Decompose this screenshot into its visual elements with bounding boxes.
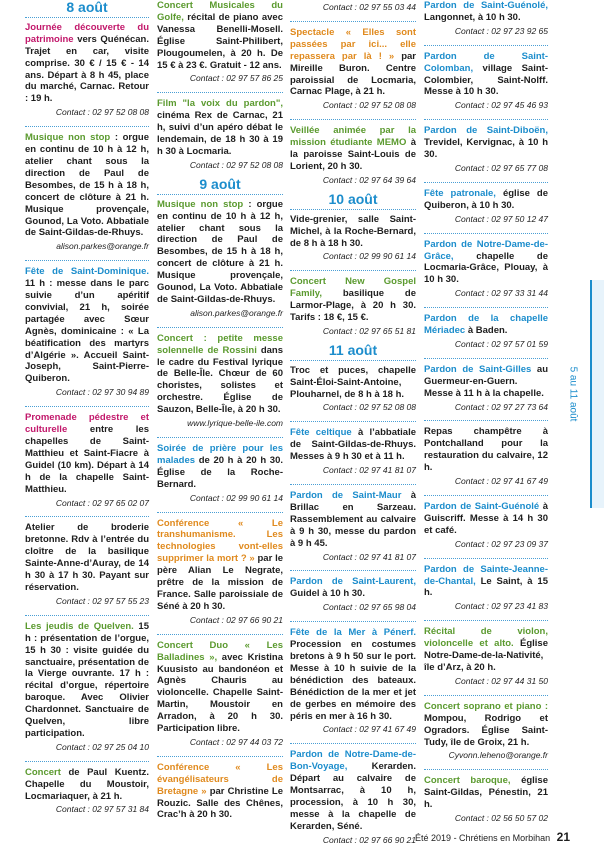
divider [25,516,149,517]
event-contact: Contact : 02 97 45 46 93 [454,100,548,111]
side-tab-label: 5 au 11 août [567,366,579,422]
event-contact: Contact : 02 97 41 67 49 [454,476,548,487]
event-title: Promenade pédestre et culturelle [25,412,149,436]
event-contact: Contact : 02 97 44 03 72 [189,736,283,747]
event-description: chapelle de Locmaria-Grâce, Plouay, à 10 h 30. [424,250,548,286]
divider [424,495,548,496]
event-description: entre les chapelles de Saint-Matthieu et Saint-Fiacre à Guidel (10 km). Départ à 14 h de la chapelle Saint-Matthieu. [25,424,149,495]
event-title: Spectacle « Elles sont passées par ici... elle repassera par là ! » [290,26,416,62]
event-description: par le père Alian Le Negrate, prêtre de la mission de France. Salle paroissiale de Séné à 20 h 30. [157,553,283,612]
event-entry [157,98,283,171]
event-description: à Brillac en Sarzeau. Rassemblement au calvaire à 9 h 30, messe du pardon à 9 h 45. [290,490,416,549]
event-contact: Contact : 02 97 66 90 21 [322,834,416,845]
event-title: Journée découverte du patrimoine [25,21,149,45]
event-contact: Contact : 02 97 57 01 59 [454,338,548,349]
day-heading: 11 août [290,345,416,361]
event-description: à Guiscriff. Messe à 14 h 30 et café. [424,501,548,536]
event-title: Pardon de Saint-Gilles [424,363,532,375]
event-title: Concert soprano et piano : [424,700,548,712]
event-contact: Contact : 02 97 23 09 37 [454,538,548,549]
event-contact: Contact : 02 97 41 81 07 [322,551,416,562]
column-4 [424,0,548,832]
event-description: Le Saint, à 15 h. [424,575,548,599]
event-entry [290,125,416,187]
divider [290,621,416,622]
footer-publication: Été 2019 - Chrétiens en Morbihan [415,833,551,843]
event-title: Pardon de Saint-Diboën, [424,125,548,137]
event-entry [25,767,149,817]
event-contact: alison.parkes@orange.fr [190,307,283,318]
event-description: de 20 h à 20 h 30. Église de la Roche-Bernard. [157,454,283,490]
event-entry [157,0,283,85]
event-title: Fête de la Mer à Pénerf. [290,627,416,639]
event-title: Pardon de Notre-Dame-de-Grâce, [424,238,548,262]
event-title: Pardon de Saint-Guénolé [424,501,540,512]
divider [424,358,548,359]
event-description: de Paul Kuentz. Chapelle du Moustoir, Locmariaquer, à 21 h. [25,766,149,802]
event-description: Guidel à 10 h 30. [290,588,365,600]
event-title: Récital de violon, violoncelle et alto. [424,626,548,650]
event-title: Concert baroque, [424,775,511,787]
event-description: à la paroisse Saint-Louis de Lorient, 20 h 30. [290,137,416,172]
event-title: Fête patronale, [424,187,496,199]
event-contact: Contact : 02 97 30 94 89 [55,387,149,398]
divider [290,21,416,22]
event-title: Concert New Gospel Family, [290,276,416,300]
event-title: Pardon de Sainte-Jeanne-de-Chantal, [424,563,548,587]
event-title: Vide-grenier, [290,213,348,225]
event-description: chapelle Saint-Éloi-Saint-Antoine, Plouharnel, de 8 h à 18 h. [290,364,416,400]
event-entry [290,2,416,14]
divider [424,182,548,183]
event-description: Mompou, Rodrigo et Ogradors. Église Saint-Tudy, île de Groix, 21 h. [424,712,548,748]
event-contact: Contact : 02 97 25 04 10 [55,741,149,752]
event-description: vers Quénécan. Trajet en car, visite comprise. 30 € / 15 € - 14 ans. Départ à 8 h 45, place du marché, Carnac. Retour : 19 h. [25,33,149,105]
event-contact: Contact : 02 97 23 92 65 [454,25,548,36]
event-entry [424,125,548,175]
event-entry [424,313,548,351]
event-contact: Contact : 02 97 50 12 47 [454,213,548,224]
divider [290,570,416,571]
event-entry [25,522,149,607]
divider [157,634,283,635]
divider [290,270,416,271]
event-title: Pardon de Notre-Dame-de-Bon-Voyage, [290,749,416,773]
divider [290,421,416,422]
event-title: Musique non stop [25,132,111,144]
event-description: Rdv à l’entrée du cloître de la basilique Sainte-Anne-d’Auray, de 14 h 30 à 17 h 30. Payant sur réservation. [25,534,149,593]
event-contact: Contact : 02 97 52 08 08 [322,100,416,111]
event-contact: Contact : 02 97 52 08 08 [322,402,416,413]
event-contact: Contact : 02 97 66 90 21 [189,614,283,625]
divider [25,615,149,616]
event-title: Veillée animée par la mission étudiante MEMO [290,125,416,149]
side-tab [590,280,604,508]
event-contact: Contact : 02 97 55 03 44 [322,2,416,12]
event-entry [290,576,416,614]
column-2 [157,0,283,828]
event-description: au Guermeur-en-Guern. Messe à 11 h à la chapelle. [424,363,548,399]
column-1 [25,0,149,823]
event-entry [157,333,283,430]
divider [424,420,548,421]
event-contact: Contact : 02 97 57 86 25 [189,73,283,84]
event-contact: Cyvonn.leheno@orange.fr [448,750,548,761]
event-description: basilique de Larmor-Plage, à 20 h 30. Tarifs : 18 €, 15 €. [290,288,416,324]
event-description: Procession en costumes bretons à 9 h 50 sur le port. Messe à 10 h suivie de la bénédiction des bateaux. Bénédiction de la mer et jet de gerbes en mémoire des péris en mer à 16 h 30. [290,639,416,722]
event-description: : orgue en continu de 10 h à 12 h, atelier chant sous la direction de Paul de Besombes, de 15 h à 18 h, concert de clôture à 21 h. Musique provençale, Gounod, La Voto. Abbatiale de Saint-Gildas-de-Rhuys. [157,198,283,305]
day-heading: 10 août [290,194,416,210]
event-description: dans le cadre du Festival lyrique de Belle-Île. Chœur de 60 choristes, solistes et orchestre. Église de Sauzon, Belle-Île, à 20 h 30. [157,344,284,416]
event-entry [424,364,548,414]
event-title: Pardon de Saint-Guénolé, [424,0,548,11]
event-entry [25,412,149,509]
divider [424,45,548,46]
divider [157,92,283,93]
event-contact: Contact : 02 99 90 61 14 [189,492,283,503]
event-contact: Contact : 02 97 52 08 08 [189,159,283,170]
event-contact: Contact : 02 97 64 39 64 [322,174,416,185]
divider [424,769,548,770]
divider [157,756,283,757]
column-3 [290,0,416,854]
event-entry [290,276,416,338]
event-description: salle Saint-Michel, à la Roche-Bernard, de 8 h à 18 h 30. [290,213,416,249]
event-title: Musique non stop [157,198,244,210]
divider [424,119,548,120]
event-description: : orgue en continu de 10 h à 12 h, atelier chant sous la direction de Paul de Besombes, de 15 h à 18 h, concert de clôture à 21 h. Musique provençale, Gounod, La Voto. Abbatiale de Saint-Gildas-de-Rhuys. [25,132,149,239]
event-entry [424,51,548,113]
event-entry [424,239,548,301]
event-description: à Pontchalland pour la restauration du calvaire, 12 h. [424,426,548,474]
event-description: Trevidel, Kervignac, à 10 h 30. [424,137,548,161]
event-description: avec Kristina Kuusisto au bandonéon et Agnès Chauris au violoncelle. Chapelle Saint-Martin, Moustoir en Arradon, à 20 h 30. Participation libre. [157,651,283,735]
event-title: Fête celtique [290,427,352,439]
event-entry [424,188,548,226]
event-entry [424,701,548,763]
event-contact: Contact : 02 97 65 98 04 [322,602,416,613]
event-contact: Contact : 02 97 44 31 50 [454,675,548,686]
event-contact: Contact : 02 97 57 55 23 [55,595,149,606]
event-entry [424,426,548,488]
event-contact: Contact : 02 97 41 67 49 [322,724,416,735]
event-contact: Contact : 02 99 90 61 14 [322,251,416,262]
event-description: cinéma Rex de Carnac, 21 h, suivi d’un apéro débat le lendemain, de 18 h 30 à 19 h 30 à Locmaria. [157,110,283,157]
event-description: 15 h : présentation de l’orgue, 15 h 30 : visite guidée du sanctuaire, présentation de la Vierge ouvrante. 17 h : récital d’orgue, répertoire baroque. Avec Olivier Chardonnet. Sanctuaire de Quelven, libre participation. [25,620,149,739]
event-entry [157,443,283,505]
divider [290,484,416,485]
event-entry [157,640,283,749]
event-description: récital de piano avec Vanessa Benelli-Mosell. Église Saint-Philibert, Plougoumelen, à 20 h. De 15 € à 23 €. Gratuit - 12 ans. [157,11,283,71]
event-contact: Contact : 02 97 23 41 83 [454,601,548,612]
event-entry [25,22,149,119]
event-title: Concert Musicales du Golfe, [157,0,283,23]
event-title: Conférence « Les évangélisateurs de Bretagne » [157,761,283,797]
event-title: Concert : petite messe solennelle de Rossini [157,332,283,356]
event-title: Pardon de la chapelle Mériadec [424,313,548,337]
event-contact: Contact : 02 97 65 02 07 [55,497,149,508]
event-entry [424,626,548,688]
day-heading: 8 août [25,2,149,18]
event-entry [290,214,416,264]
event-contact: Contact : 02 97 57 31 84 [55,804,149,815]
event-description: à Baden. [465,325,508,337]
event-entry [157,199,283,320]
event-entry [290,427,416,477]
event-title: Pardon de Saint-Laurent, [290,576,416,588]
divider [290,119,416,120]
event-contact: Contact : 02 97 65 77 08 [454,162,548,173]
event-title: Repas champêtre [424,426,522,438]
event-title: Concert Duo « Les Balladines », [157,639,283,663]
event-contact: www.lyrique-belle-ile.com [187,418,283,429]
event-contact: Contact : 02 97 52 08 08 [55,107,149,118]
page-number: 21 [556,830,570,844]
event-title: Pardon de Saint-Colomban, [424,50,548,74]
event-entry [25,266,149,399]
page-footer [415,830,570,844]
event-description: Langonnet, à 10 h 30. [424,11,521,23]
event-entry [25,132,149,253]
event-description: Kerarden. Départ au calvaire de Montsarrac, à 10 h, procession, à 10 h 30, messe à la chapelle de Kerarden, Séné. [290,761,416,832]
event-description: à l’abbatiale de Saint-Gildas-de-Rhuys. Messes à 9 h 30 et à 11 h. [290,427,416,463]
event-title: Concert [25,766,61,778]
event-entry [424,775,548,825]
event-title: Pardon de Saint-Maur [290,490,402,501]
divider [290,743,416,744]
event-title: Film "la voix du pardon", [157,98,283,110]
day-heading: 9 août [157,179,283,195]
event-title: Atelier de broderie bretonne. [25,522,149,546]
event-entry [157,762,283,822]
event-contact: Contact : 02 97 65 51 81 [322,325,416,336]
event-description: Église Notre-Dame-de-la-Nativité, île d’Arz, à 20 h. [424,638,548,673]
event-entry [424,501,548,551]
divider [424,558,548,559]
event-entry [290,749,416,846]
event-entry [290,627,416,736]
divider [424,695,548,696]
event-entry [424,0,548,38]
event-contact: alison.parkes@orange.fr [56,241,149,252]
divider [157,437,283,438]
event-entry [25,621,149,754]
event-title: Soirée de prière pour les malades [157,443,283,466]
divider [25,126,149,127]
divider [157,327,283,328]
event-description: église Saint-Gildas, Pénestin, 21 h. [424,775,549,811]
event-entry [290,490,416,563]
event-description: église de Quiberon, à 10 h 30. [424,187,548,211]
divider [25,406,149,407]
event-entry [290,27,416,112]
event-description: par Mireille Buron. Centre paroissial de Locmaria, Carnac Plage, à 21 h. [290,50,416,98]
event-entry [424,564,548,614]
event-contact: Contact : 02 97 41 81 07 [322,465,416,476]
event-contact: Contact : 02 97 33 31 44 [454,288,548,299]
divider [25,761,149,762]
divider [25,260,149,261]
event-entry [157,518,283,627]
event-contact: Contact : 02 97 27 73 64 [454,401,548,412]
event-description: 11 h : messe dans le parc suivie d’un apéritif convivial, 21 h, soirée partagée avec Sœur Agnès, dominicaine : « La béatification des martyrs d’Algérie ». Accueil Saint-Joseph, Saint-Pierre-Quiberon. [25,278,149,385]
divider [157,512,283,513]
divider [424,307,548,308]
event-title: Les jeudis de Quelven. [25,620,134,632]
event-title: Troc et puces, [290,364,369,376]
event-entry [290,365,416,415]
event-description: par Christine Le Rouzic. Salle des Chênes, Crac’h à 20 h 30. [157,785,283,821]
event-description: village Saint-Colombier, Saint-Nolff. Messe à 10 h 30. [424,62,548,98]
divider [424,233,548,234]
event-contact: Contact : 02 56 50 57 02 [454,813,548,824]
event-title: Conférence « Le transhumanisme. Les technologies vont-elles supprimer la mort ? » [157,517,283,565]
event-title: Fête de Saint-Dominique. [25,266,149,278]
divider [424,620,548,621]
